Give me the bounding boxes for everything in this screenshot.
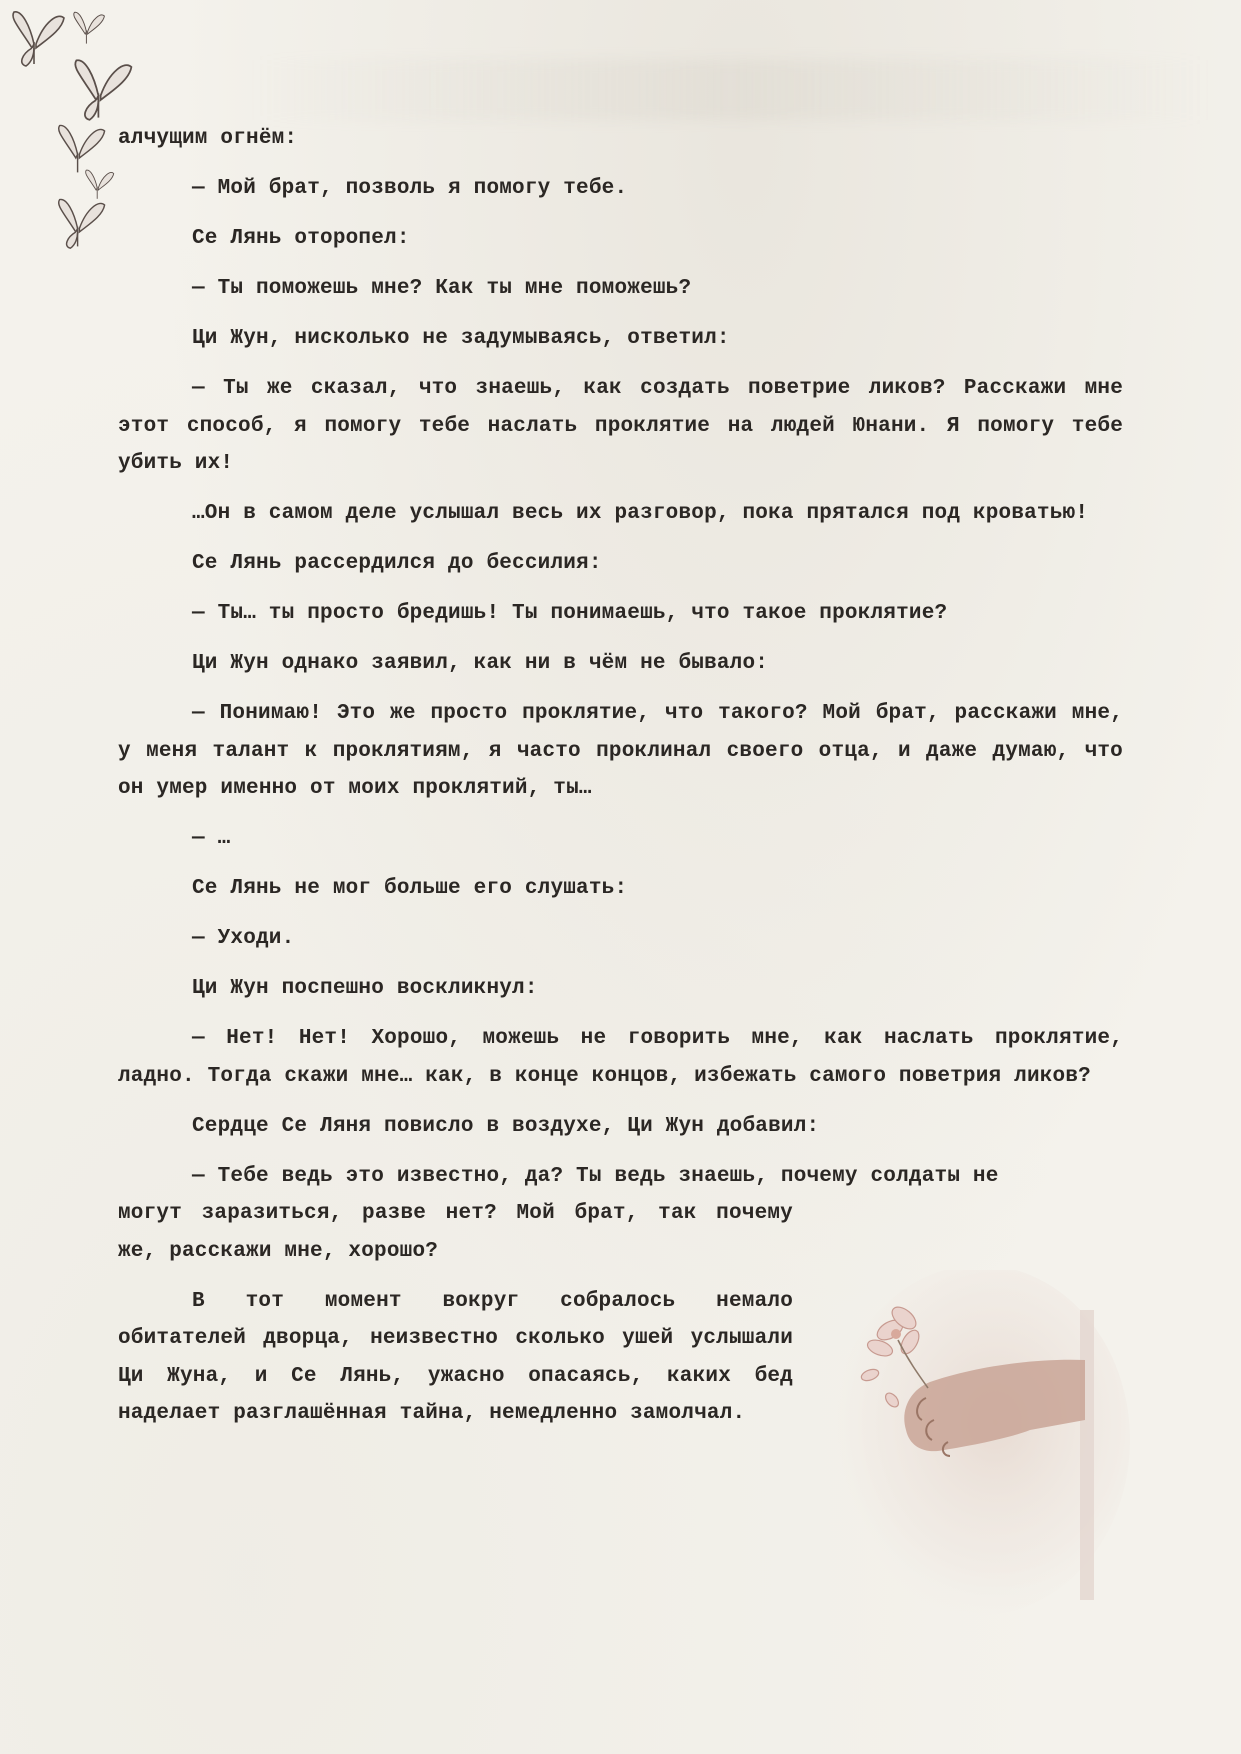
paragraph: Ци Жун, нисколько не задумываясь, ответил: bbox=[192, 327, 730, 350]
paragraph: алчущим огнём: bbox=[118, 127, 298, 150]
hand-holding-flower-illustration-icon bbox=[830, 1270, 1130, 1620]
paragraph: Ци Жун однако заявил, как ни в чём не бывало: bbox=[192, 652, 769, 675]
paragraph: — Ты же сказал, что знаешь, как создать поветрие ликов? Расскажи мне этот способ, я помогу тебе наслать проклятие на людей Юнани. Я помогу тебе убить их! bbox=[118, 377, 1123, 475]
paragraph: — Понимаю! Это же просто проклятие, что такого? Мой брат, расскажи мне, у меня талант к проклятиям, я часто проклинал своего отца, и даже думаю, что он умер именно от моих проклятий, ты… bbox=[118, 702, 1123, 800]
paragraph: — Ты поможешь мне? Как ты мне поможешь? bbox=[192, 277, 692, 300]
background-texture bbox=[250, 60, 1210, 120]
paragraph: Се Лянь рассердился до бессилия: bbox=[192, 552, 602, 575]
paragraph: — Уходи. bbox=[192, 927, 295, 950]
paragraph: В тот момент вокруг собралось немало обитателей дворца, неизвестно сколько ушей услышали Ци Жуна, и Се Лянь, ужасно опасаясь, каких бед наделает разглашённая тайна, немедленно замолчал. bbox=[118, 1289, 793, 1425]
paragraph: — Тебе ведь это известно, да? Ты ведь знаешь, почему солдаты не bbox=[192, 1164, 999, 1188]
document-body bbox=[118, 120, 1123, 1445]
paragraph: Се Лянь не мог больше его слушать: bbox=[192, 877, 628, 900]
paragraph: — Нет! Нет! Хорошо, можешь не говорить мне, как наслать проклятие, ладно. Тогда скажи мне… как, в конце концов, избежать самого поветрия ликов? bbox=[118, 1027, 1123, 1088]
paragraph: — … bbox=[192, 827, 231, 850]
paragraph: могут заразиться, разве нет? Мой брат, так почему же, расскажи мне, хорошо? bbox=[118, 1202, 793, 1263]
paragraph: Се Лянь оторопел: bbox=[192, 227, 410, 250]
paragraph: Сердце Се Ляня повисло в воздухе, Ци Жун добавил: bbox=[192, 1114, 820, 1138]
paragraph: …Он в самом деле услышал весь их разговор, пока прятался под кроватью! bbox=[192, 502, 1089, 525]
paragraph: — Ты… ты просто бредишь! Ты понимаешь, что такое проклятие? bbox=[192, 602, 948, 625]
paragraph: Ци Жун поспешно воскликнул: bbox=[192, 977, 538, 1000]
paragraph: — Мой брат, позволь я помогу тебе. bbox=[192, 177, 628, 200]
